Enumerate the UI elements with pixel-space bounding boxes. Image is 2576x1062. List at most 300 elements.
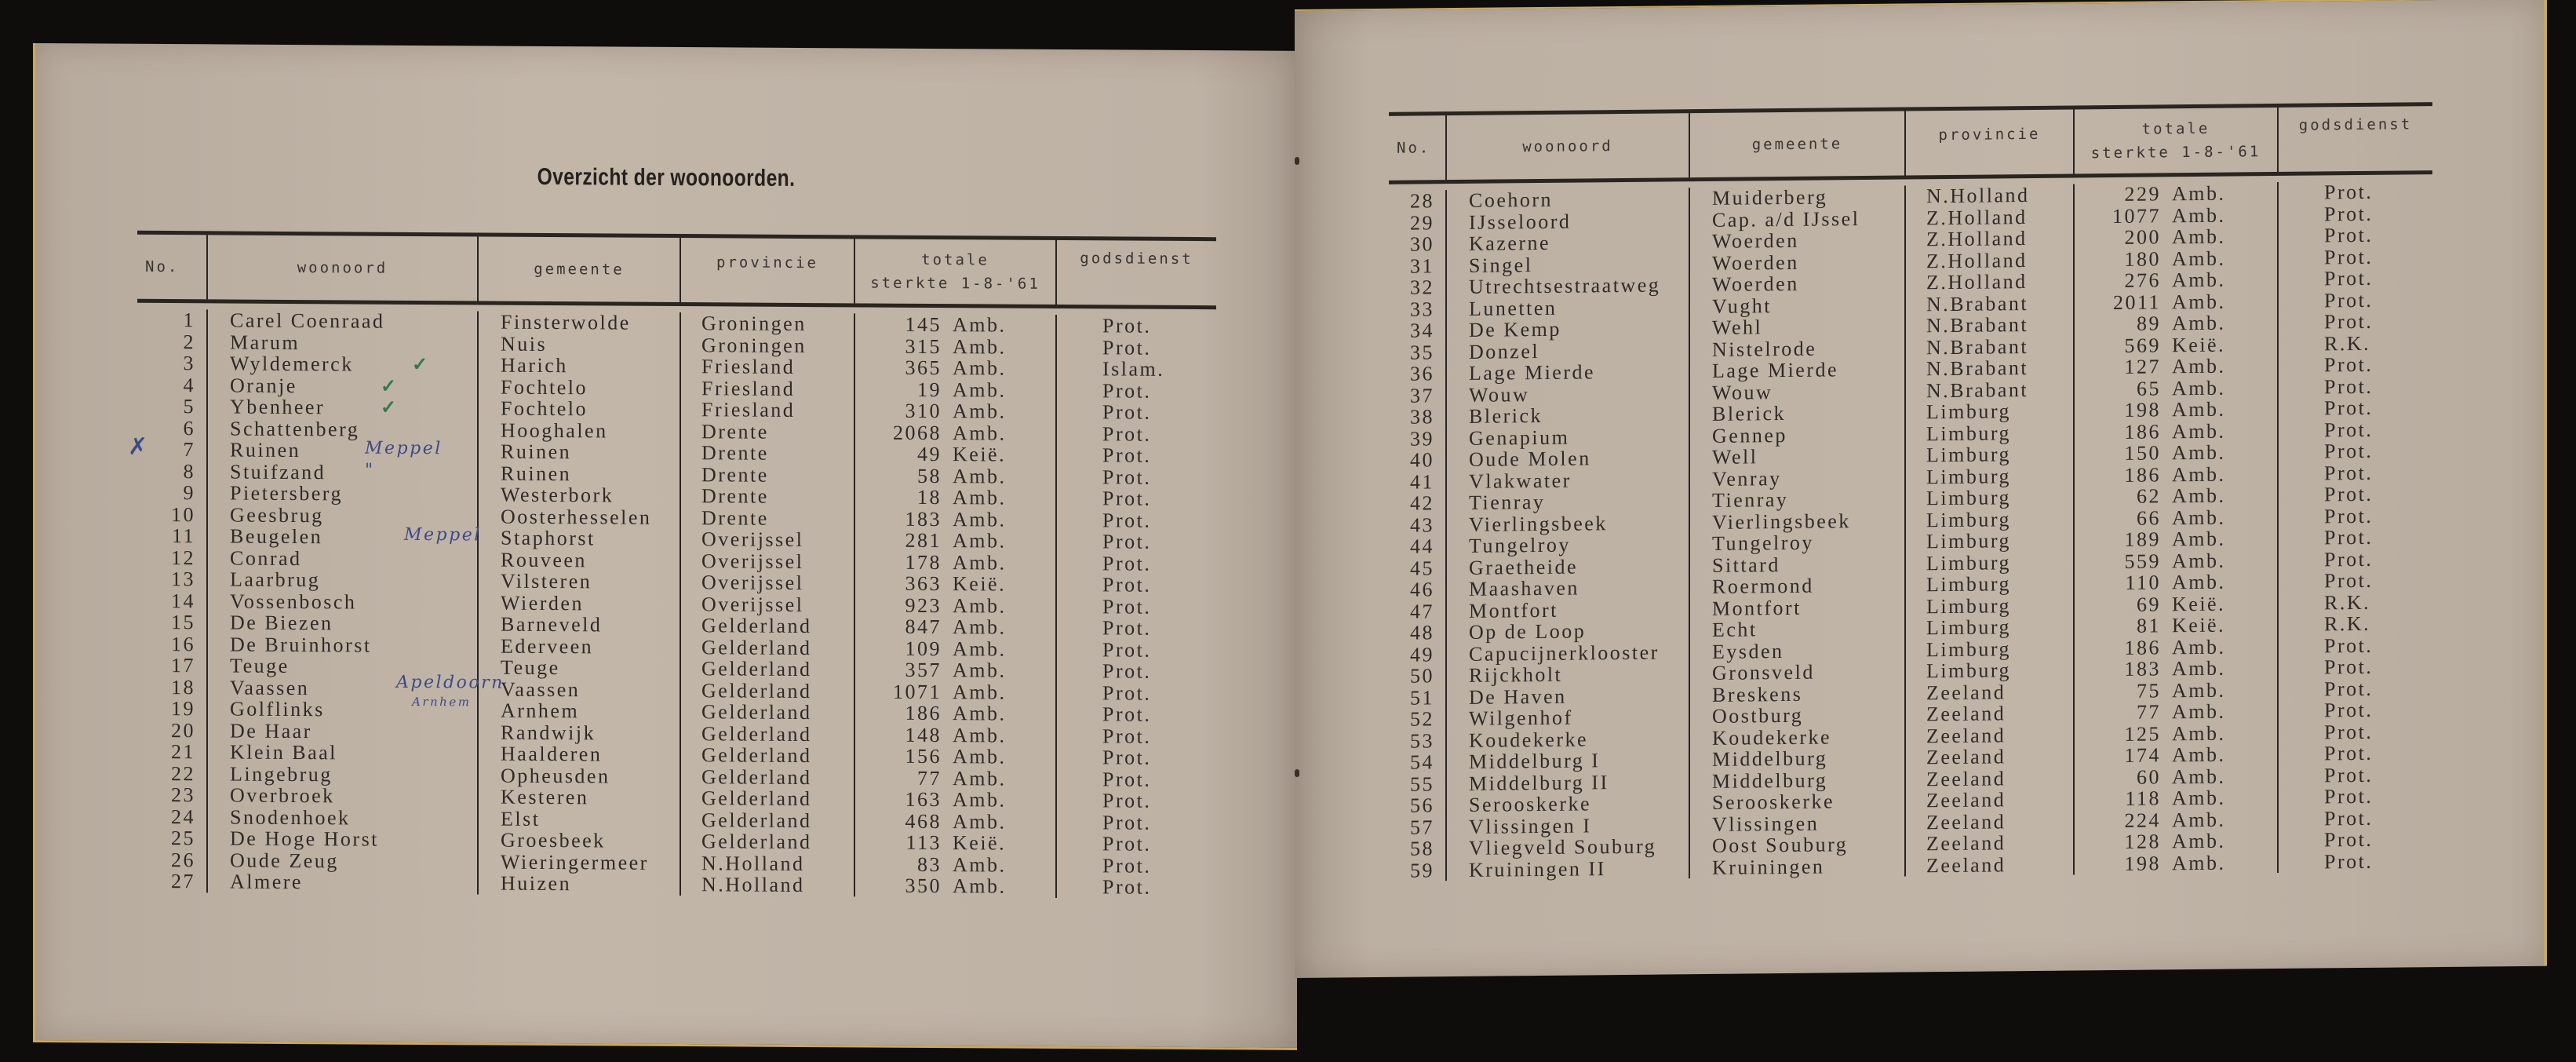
table-cell-sterkte [855,788,1055,811]
table-cell-woonoord: Graetheide [1469,555,1579,579]
sterkte-type: Amb. [2172,656,2226,681]
sterkte-value: 69 [2137,592,2161,616]
table-cell-godsdienst: Prot. [2324,352,2374,377]
table-cell-woonoord: Wouw [1469,382,1530,407]
table-cell-no: 16 [171,632,195,655]
sterkte-type: Keië. [2172,333,2226,356]
table-cell-woonoord: Schattenberg [230,417,360,441]
table-cell-no: 45 [1410,556,1434,580]
table-cell-gemeente: Echt [1712,618,1758,641]
table-cell-godsdienst: Prot. [2324,720,2374,743]
table-cell-godsdienst: Prot. [1102,681,1152,705]
table-cell-sterkte [2075,312,2277,335]
table-cell-sterkte [2075,355,2277,378]
sterkte-type: Amb. [953,680,1007,704]
table-cell-no: 37 [1410,383,1434,407]
table-cell-no: 12 [171,546,195,569]
column-gemeente [1689,186,1904,879]
table-cell-godsdienst: Prot. [1102,443,1152,467]
table-cell-godsdienst: Prot. [2324,504,2374,527]
table-cell-sterkte [2075,376,2277,400]
table-cell-gemeente: Breskens [1712,682,1803,706]
sterkte-value: 186 [2124,462,2161,487]
table-cell-no: 27 [171,870,195,893]
table-cell-godsdienst: Prot. [1102,314,1152,338]
sterkte-value: 62 [2137,484,2161,508]
column-woonoord [1445,188,1689,881]
sterkte-type: Amb. [2172,851,2226,874]
table-cell-sterkte [2075,678,2277,702]
sterkte-type: Amb. [2172,224,2226,249]
table-cell-gemeente: Oostburg [1712,703,1804,728]
table-cell-godsdienst: Prot. [1102,508,1152,532]
sterkte-value: 2011 [2112,290,2161,314]
sterkte-type: Amb. [2172,397,2226,422]
table-cell-woonoord: De Hoge Horst [230,827,379,851]
table-cell-woonoord: Teuge [230,654,290,677]
sterkte-value: 569 [2124,333,2161,357]
table-cell-woonoord: De Haven [1469,684,1567,709]
sterkte-type: Amb. [2172,678,2226,702]
table-cell-godsdienst: Prot. [1102,573,1152,597]
table-cell-gemeente: Vlissingen [1712,812,1820,836]
sterkte-type: Amb. [2172,484,2226,508]
table-cell-woonoord: Kruiningen II [1469,856,1606,881]
table-cell-no: 50 [1410,664,1434,688]
table-cell-woonoord: Coehorn [1469,188,1554,212]
sterkte-value: 81 [2137,614,2161,637]
table-cell-gemeente: Tungelroy [1712,531,1814,555]
table-cell-woonoord: De Biezen [230,611,333,635]
table-cell-no: 30 [1410,232,1434,256]
table-cell-provincie: Overijssel [701,571,804,595]
table-cell-no: 51 [1410,685,1434,710]
sterkte-type: Amb. [2172,808,2226,831]
sterkte-type: Amb. [2172,290,2226,313]
sterkte-type: Amb. [953,788,1007,812]
sterkte-type: Amb. [953,874,1007,898]
table-cell-gemeente: Fochtelo [501,375,588,399]
table-cell-woonoord: Wyldemerck [230,352,354,376]
table-cell-woonoord: Utrechtsestraatweg [1469,273,1661,298]
sterkte-value: 276 [2124,268,2161,292]
sterkte-value: 150 [2124,441,2161,465]
table-cell-woonoord: Vaassen [230,676,310,699]
table-cell-gemeente: Gennep [1712,423,1787,447]
sterkte-value: 156 [905,744,942,768]
table-cell-godsdienst: R.K. [2324,611,2371,636]
table-cell-godsdienst: Prot. [2324,655,2374,679]
column-woonoord [206,309,477,894]
table-cell-gemeente: Gronsveld [1712,660,1815,684]
table-cell-sterkte [855,356,1055,379]
header-sterkte-line1: totale [921,250,989,269]
table-cell-no: 15 [171,611,195,634]
table-cell-no: 46 [1410,578,1434,601]
sterkte-type: Amb. [953,421,1007,445]
table-cell-provincie: Drente [701,462,769,487]
sterkte-value: 315 [905,334,942,358]
table-cell-godsdienst: Prot. [1102,551,1152,575]
table-cell-woonoord: Golflinks [230,697,325,721]
table-cell-provincie: Gelderland [701,786,812,811]
sterkte-value: 145 [905,312,942,337]
table-cell-godsdienst: Prot. [2324,374,2374,398]
table-cell-godsdienst: Prot. [2324,418,2374,441]
table-cell-gemeente: Hooghalen [501,418,608,442]
table-cell-gemeente: Teuge [501,655,560,680]
table-cell-no: 26 [171,848,195,871]
table-cell-gemeente: Venray [1712,466,1782,491]
sterkte-value: 180 [2124,246,2161,271]
sterkte-type: Amb. [2172,743,2226,767]
table-cell-woonoord: Blerick [1469,403,1543,428]
table-cell-woonoord: Vierlingsbeek [1469,511,1608,536]
sterkte-type: Amb. [2172,721,2226,745]
table-cell-no: 54 [1410,750,1434,774]
table-cell-godsdienst: Prot. [1102,335,1152,359]
table-cell-no: 39 [1410,426,1434,451]
sterkte-value: 281 [905,528,942,553]
table-cell-no: 41 [1410,469,1434,494]
table-cell-provincie: Zeeland [1926,702,2006,726]
table-cell-provincie: Overijssel [701,527,804,552]
table-cell-no: 48 [1410,621,1434,644]
table-cell-gemeente: Wehl [1712,316,1763,339]
sterkte-type: Amb. [2172,203,2226,227]
sterkte-value: 186 [2124,419,2161,443]
table-cell-woonoord: Carel Coenraad [230,308,385,333]
table-cell-woonoord: Marum [230,330,301,354]
table-cell-woonoord: Vossenbosch [230,589,357,614]
table-cell-gemeente: Opheusden [501,764,610,787]
table-cell-no: 18 [171,675,195,699]
table-cell-gemeente: Woerden [1712,250,1799,275]
table-cell-woonoord: De Haar [230,719,312,743]
table-cell-woonoord: Lingebrug [230,762,333,786]
table-cell-no: 13 [171,567,195,591]
table-cell-godsdienst: R.K. [2324,590,2371,614]
sterkte-value: 118 [2125,786,2161,810]
table-cell-no: 14 [171,589,195,612]
sterkte-type: Amb. [2172,549,2226,572]
sterkte-type: Amb. [953,507,1007,531]
sterkte-type: Amb. [2172,419,2226,443]
sterkte-value: 109 [905,637,942,660]
table-cell-no: 22 [171,761,195,785]
handwritten-note-row8: " [365,460,375,480]
table-cell-provincie: Gelderland [701,678,812,703]
table-cell-sterkte [2075,268,2277,292]
table-cell-sterkte [2075,398,2277,422]
table-cell-woonoord: Laarbrug [230,567,321,592]
table-cell-godsdienst: Prot. [2324,461,2374,484]
sterkte-value: 174 [2124,743,2161,767]
table-cell-provincie: Gelderland [701,657,812,681]
sterkte-type: Amb. [2172,376,2226,400]
table-cell-godsdienst: Prot. [1102,746,1152,769]
table-cell-woonoord: Stuifzand [230,460,326,484]
table-cell-no: 29 [1410,210,1434,235]
table-cell-no: 8 [183,459,195,483]
table-cell-no: 32 [1410,276,1434,299]
sterkte-value: 128 [2124,830,2161,853]
table-cell-provincie: Limburg [1926,659,2012,683]
sterkte-value: 77 [917,766,942,790]
table-cell-gemeente: Ruinen [501,440,572,464]
table-cell-no: 38 [1410,405,1434,429]
table-cell-no: 17 [171,654,195,677]
table-cell-no: 53 [1410,728,1434,753]
header-godsdienst: godsdienst [1055,240,1216,305]
table-cell-provincie: Gelderland [701,614,812,638]
table-cell-godsdienst: Prot. [1102,789,1152,812]
table-cell-gemeente: Staphorst [501,526,596,550]
table-cell-woonoord: Tienray [1469,490,1546,514]
table-cell-provincie: N.Holland [701,851,805,875]
header-provincie: provincie [1904,109,2073,175]
table-cell-no: 49 [1410,642,1434,666]
table-cell-gemeente: Wieringermeer [501,850,649,874]
right-page [1295,0,2547,978]
table-cell-sterkte [2075,765,2277,788]
table-cell-godsdienst: Prot. [2324,849,2374,873]
sterkte-type: Amb. [953,313,1007,337]
table-cell-sterkte [855,831,1055,854]
header-provincie: provincie [680,238,854,303]
sterkte-value: 559 [2124,549,2161,573]
table-cell-sterkte [855,400,1055,422]
column-no [1389,190,1445,881]
table-cell-sterkte [855,745,1055,768]
table-cell-provincie: Z.Holland [1926,270,2028,294]
table-cell-provincie: Gelderland [701,743,812,768]
column-godsdienst [2277,181,2432,873]
table-cell-provincie: N.Holland [701,873,805,897]
sterkte-value: 110 [2125,571,2161,594]
sterkte-value: 178 [905,550,942,574]
table-cell-sterkte [2075,549,2277,572]
table-cell-provincie: N.Holland [1926,184,2030,208]
sterkte-value: 229 [2124,182,2161,206]
table-cell-gemeente: Middelburg [1712,746,1828,771]
sterkte-value: 200 [2124,225,2161,249]
header-sterkte [854,239,1055,305]
table-cell-sterkte [2075,462,2277,486]
table-cell-provincie: Overijssel [701,592,804,616]
table-cell-sterkte [2075,851,2277,874]
woonoorden-table-right [1389,102,2432,881]
left-page [33,43,1297,1050]
sterkte-type: Amb. [2172,786,2226,810]
table-cell-gemeente: Tienray [1712,487,1789,512]
sterkte-type: Amb. [2172,527,2226,551]
sterkte-value: 310 [905,399,942,423]
header-woonoord: woonoord [1445,113,1689,180]
table-cell-godsdienst: Prot. [2324,784,2374,808]
table-cell-godsdienst: Prot. [2324,180,2374,204]
table-cell-sterkte [855,465,1055,487]
sterkte-value: 224 [2124,808,2161,832]
table-cell-woonoord: De Kemp [1469,317,1561,341]
sterkte-type: Keië. [953,443,1007,466]
table-cell-gemeente: Finsterwolde [501,310,631,334]
sterkte-type: Amb. [2172,440,2226,465]
sterkte-type: Amb. [953,356,1007,380]
sterkte-type: Amb. [953,334,1007,359]
table-cell-no: 23 [171,783,195,807]
table-cell-gemeente: Middelburg [1712,768,1828,793]
table-cell-sterkte [2075,203,2277,227]
table-cell-sterkte [855,810,1055,833]
table-cell-sterkte [2075,182,2277,206]
sterkte-type: Amb. [2172,505,2226,529]
table-cell-sterkte [855,594,1055,617]
table-cell-sterkte [2075,333,2277,356]
handwritten-check-row4: ✓ [381,374,399,397]
sterkte-type: Amb. [2172,462,2226,486]
table-cell-godsdienst: Prot. [1102,594,1152,619]
table-cell-gemeente: Cap. a/d IJssel [1712,206,1860,232]
table-cell-gemeente: Groesbeek [501,828,606,852]
table-cell-provincie: Limburg [1926,615,2012,640]
table-cell-woonoord: IJsseloord [1469,210,1572,234]
table-cell-woonoord: Rijckholt [1469,662,1563,687]
table-cell-woonoord: Oude Zeug [230,849,339,872]
table-body [1389,174,2432,881]
handwritten-note-row11: Meppel [404,524,482,546]
table-cell-sterkte [2075,225,2277,249]
table-cell-provincie: Drente [701,419,769,443]
table-cell-gemeente: Randwijk [501,721,596,744]
table-cell-provincie: Zeeland [1926,831,2006,856]
table-cell-gemeente: Lage Mierde [1712,358,1839,382]
table-cell-godsdienst: Islam. [1102,357,1165,381]
table-cell-provincie: Limburg [1926,593,2012,618]
table-cell-sterkte [2075,484,2277,508]
table-cell-gemeente: Nistelrode [1712,337,1817,361]
header-sterkte-line2: sterkte 1-8-'61 [2090,143,2261,162]
table-cell-godsdienst: Prot. [2324,806,2374,830]
table-cell-no: 9 [183,481,195,505]
table-cell-gemeente: Fochtelo [501,396,588,421]
table-cell-gemeente: Serooskerke [1712,790,1835,814]
table-cell-woonoord: Tungelroy [1469,533,1571,557]
table-cell-godsdienst: Prot. [1102,853,1152,878]
table-cell-sterkte [2075,635,2277,659]
table-cell-provincie: Z.Holland [1926,205,2028,229]
sterkte-type: Amb. [953,702,1007,725]
table-cell-sterkte [855,313,1055,336]
table-cell-gemeente: Woerden [1712,272,1799,296]
table-cell-provincie: Groningen [701,333,807,357]
table-cell-sterkte [855,724,1055,746]
table-cell-sterkte [855,681,1055,703]
table-cell-no: 11 [171,524,195,548]
sterkte-value: 183 [905,507,942,531]
table-cell-godsdienst: Prot. [2324,309,2374,334]
table-cell-godsdienst: Prot. [2324,698,2374,722]
table-cell-gemeente: Wierden [501,591,584,615]
table-cell-gemeente: Rouveen [501,548,587,571]
sterkte-type: Amb. [2172,311,2226,335]
table-cell-provincie: Friesland [701,398,796,422]
woonoorden-table-left [128,231,1216,899]
table-cell-provincie: Limburg [1926,464,2012,488]
sterkte-value: 89 [2137,312,2161,335]
sterkte-value: 77 [2137,700,2161,724]
sterkte-value: 468 [905,809,942,833]
table-cell-godsdienst: Prot. [1102,659,1152,683]
table-cell-gemeente: Vught [1712,294,1772,318]
table-cell-provincie: N.Brabant [1926,356,2029,381]
table-cell-gemeente: Vierlingsbeek [1712,509,1851,534]
table-cell-no: 59 [1410,858,1434,882]
table-cell-woonoord: Maashaven [1469,576,1579,600]
table-cell-godsdienst: Prot. [1102,378,1152,403]
table-cell-gemeente: Westerbork [501,483,614,507]
table-cell-godsdienst: Prot. [1102,767,1152,791]
table-cell-godsdienst: Prot. [2324,223,2374,247]
table-cell-sterkte [2075,246,2277,270]
table-cell-no: 5 [183,395,195,418]
sterkte-value: 1071 [893,680,942,703]
sterkte-value: 58 [917,464,942,487]
table-cell-no: 31 [1410,254,1434,278]
table-cell-godsdienst: Prot. [2324,525,2374,549]
table-cell-no: 47 [1410,599,1434,623]
table-cell-godsdienst: Prot. [2324,741,2374,765]
sterkte-type: Amb. [2172,635,2226,659]
sterkte-type: Amb. [953,593,1007,618]
table-cell-godsdienst: Prot. [2324,245,2374,268]
table-cell-sterkte [855,615,1055,638]
table-cell-no: 7 [183,438,195,462]
sterkte-type: Amb. [953,400,1007,423]
sterkte-type: Amb. [953,529,1007,553]
table-cell-no: 25 [171,827,195,850]
sterkte-value: 363 [905,571,942,596]
table-cell-woonoord: Conrad [230,546,302,570]
table-cell-godsdienst: Prot. [1102,616,1152,640]
sterkte-value: 186 [2124,635,2161,659]
table-cell-provincie: Limburg [1926,637,2012,661]
sterkte-value: 198 [2124,851,2161,875]
table-cell-no: 19 [171,697,195,721]
sterkte-type: Amb. [953,745,1007,768]
table-cell-no: 35 [1410,340,1434,364]
table-cell-woonoord: Op de Loop [1469,619,1587,644]
table-cell-sterkte [855,702,1055,724]
page-title: Overzicht der woonoorden. [537,163,796,192]
table-cell-sterkte [2075,290,2277,313]
table-cell-godsdienst: Prot. [2324,288,2374,312]
table-cell-provincie: Zeeland [1926,745,2006,769]
table-cell-provincie: Zeeland [1926,723,2006,747]
table-cell-sterkte [2075,808,2277,831]
staple [1295,769,1299,777]
table-cell-sterkte [855,853,1055,876]
header-gemeente: gemeente [477,236,680,302]
table-cell-woonoord: Capucijnerklooster [1469,640,1660,666]
table-cell-sterkte [855,508,1055,531]
handwritten-note-row7: Meppel [365,438,443,459]
sterkte-type: Keië. [2172,592,2226,615]
table-cell-provincie: N.Brabant [1926,378,2029,402]
table-cell-no: 56 [1410,794,1434,817]
table-body [128,303,1216,899]
table-cell-gemeente: Haalderen [501,742,603,766]
